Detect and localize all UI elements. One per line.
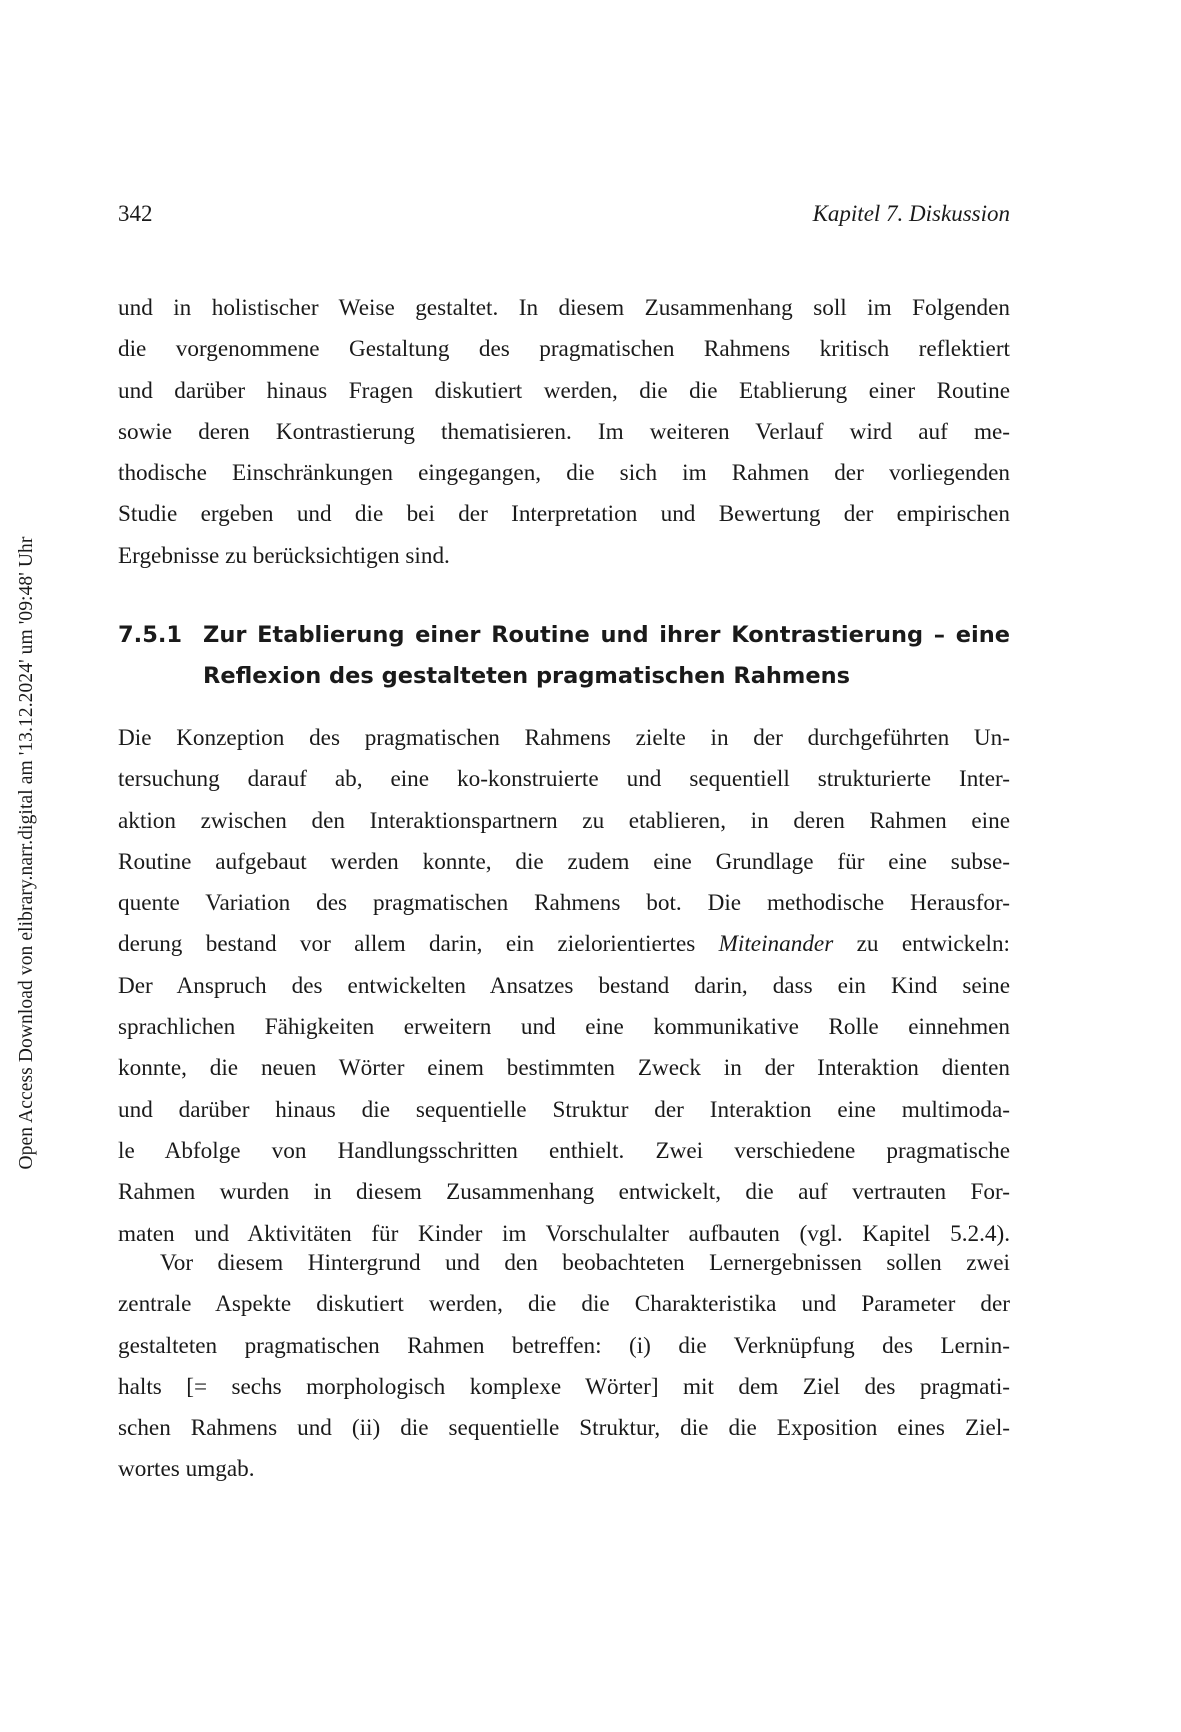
text-line: wortes umgab. xyxy=(118,1456,255,1483)
section-number: 7.5.1 xyxy=(118,622,183,648)
text-line: die vorgenommene Gestaltung des pragmatischen Rahmens kritisch reflektiert xyxy=(118,336,1010,363)
text-line: konnte, die neuen Wörter einem bestimmten Zweck in der Interaktion dienten xyxy=(118,1055,1010,1082)
text-line: Ergebnisse zu berücksichtigen sind. xyxy=(118,542,450,569)
text-line: zentrale Aspekte diskutiert werden, die die Charakteristika und Parameter der xyxy=(118,1291,1010,1318)
text-line: le Abfolge von Handlungsschritten enthielt. Zwei verschiedene pragmatische xyxy=(118,1137,1010,1164)
emphasis-miteinander: Miteinander xyxy=(718,931,834,958)
text-line: und darüber hinaus Fragen diskutiert werden, die die Etablierung einer Routine xyxy=(118,377,1010,404)
text-line: Studie ergeben und die bei der Interpretation und Bewertung der empirischen xyxy=(118,501,1010,528)
text-line: Die Konzeption des pragmatischen Rahmens zielte in der durchgeführten Un- xyxy=(118,725,1010,751)
text-line: tersuchung darauf ab, eine ko-konstruierte und sequentiell strukturierte Inter- xyxy=(118,766,1010,793)
text-line: aktion zwischen den Interaktionspartnern zu etablieren, in deren Rahmen eine xyxy=(118,807,1010,834)
access-watermark: Open Access Download von elibrary.narr.digital am '13.12.2024' um '09:48' Uhr xyxy=(16,536,37,1170)
text-line: Vor diesem Hintergrund und den beobachteten Lernergebnissen sollen zwei xyxy=(160,1250,1010,1276)
text-line: Routine aufgebaut werden konnte, die zudem eine Grundlage für eine subse- xyxy=(118,848,1010,875)
text-line: thodische Einschränkungen eingegangen, die sich im Rahmen der vorliegenden xyxy=(118,460,1010,487)
text-line: maten und Aktivitäten für Kinder im Vorschulalter aufbauten (vgl. Kapitel 5.2.4). xyxy=(118,1220,1010,1247)
text-line: Rahmen wurden in diesem Zusammenhang entwickelt, die auf vertrauten For- xyxy=(118,1179,1010,1206)
text-line: und darüber hinaus die sequentielle Struktur der Interaktion eine multimoda- xyxy=(118,1096,1010,1123)
chapter-title: Kapitel 7. Diskussion xyxy=(812,201,1010,226)
text-line: Der Anspruch des entwickelten Ansatzes bestand darin, dass ein Kind seine xyxy=(118,972,1010,999)
text-line: sowie deren Kontrastierung thematisieren. Im weiteren Verlauf wird auf me- xyxy=(118,418,1010,445)
text-line: schen Rahmens und (ii) die sequentielle Struktur, die die Exposition eines Ziel- xyxy=(118,1415,1010,1442)
section-title xyxy=(203,615,1010,697)
text-line: halts [= sechs morphologisch komplexe Wörter] mit dem Ziel des pragmati- xyxy=(118,1373,1010,1400)
text-segment: derung bestand vor allem darin, ein zielorientiertes xyxy=(118,931,719,958)
text-line: und in holistischer Weise gestaltet. In diesem Zusammenhang soll im Folgenden xyxy=(118,295,1010,321)
text-segment: zu entwickeln: xyxy=(833,931,1010,958)
hintergrund-paragraph xyxy=(118,1243,1010,1491)
section-title-line: Reflexion des gestalteten pragmatischen Rahmens xyxy=(203,663,851,689)
section-title-line: Zur Etablierung einer Routine und ihrer Kontrastierung – eine xyxy=(203,622,1010,648)
text-line-with-emphasis xyxy=(118,924,1010,965)
text-line: gestalteten pragmatischen Rahmen betreffen: (i) die Verknüpfung des Lernin- xyxy=(118,1332,1010,1359)
intro-paragraph xyxy=(118,288,1010,577)
section-heading xyxy=(118,615,1010,697)
konzeption-paragraph xyxy=(118,718,1010,1255)
text-line: sprachlichen Fähigkeiten erweitern und eine kommunikative Rolle einnehmen xyxy=(118,1014,1010,1041)
text-line: quente Variation des pragmatischen Rahmens bot. Die methodische Herausfor- xyxy=(118,890,1010,917)
page-number: 342 xyxy=(118,201,153,226)
